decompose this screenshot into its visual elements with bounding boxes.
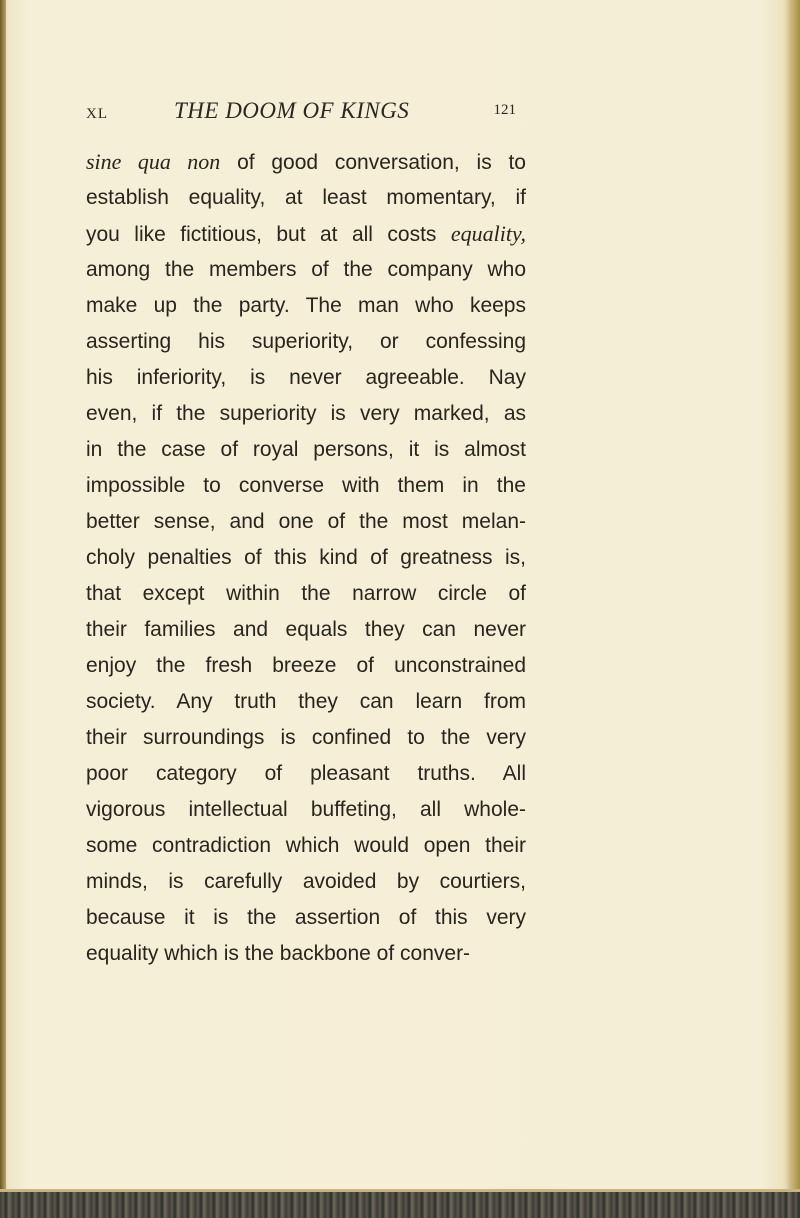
- body-text: [86, 144, 526, 972]
- text-line: [86, 936, 526, 972]
- text-line: [86, 720, 526, 756]
- page-fore-edge: [786, 0, 800, 1218]
- text-line: [86, 576, 526, 612]
- text-segment: establish equality, at least momentary, if: [86, 186, 526, 209]
- text-line: [86, 324, 526, 360]
- text-line: [86, 756, 526, 792]
- text-segment: among the members of the company who: [86, 258, 526, 281]
- text-line: [86, 792, 526, 828]
- text-line: [86, 684, 526, 720]
- book-binding-edge: [0, 1189, 800, 1218]
- page-gutter-edge: [0, 0, 6, 1218]
- text-line: [86, 252, 526, 288]
- text-segment: asserting his superiority, or confessing: [86, 330, 526, 353]
- text-segment: society. Any truth they can learn from: [86, 690, 526, 713]
- text-segment: make up the party. The man who keeps: [86, 294, 526, 317]
- text-segment: because it is the assertion of this very: [86, 906, 526, 929]
- text-line: [86, 468, 526, 504]
- text-segment: poor category of pleasant truths. All: [86, 762, 526, 785]
- text-segment: that except within the narrow circle of: [86, 582, 526, 605]
- text-line: [86, 396, 526, 432]
- text-segment: even, if the superiority is very marked, as: [86, 402, 526, 425]
- text-line: [86, 648, 526, 684]
- text-segment: their surroundings is confined to the very: [86, 726, 526, 749]
- text-segment: minds, is carefully avoided by courtiers,: [86, 870, 526, 893]
- text-segment: his inferiority, is never agreeable. Nay: [86, 366, 526, 389]
- text-segment: choly penalties of this kind of greatness is,: [86, 546, 526, 569]
- text-segment: in the case of royal persons, it is almost: [86, 438, 526, 461]
- text-line: [86, 144, 526, 180]
- italic-text-segment: sine qua non: [86, 149, 221, 174]
- text-line: [86, 288, 526, 324]
- text-line: [86, 504, 526, 540]
- running-head: [86, 98, 516, 128]
- text-line: [86, 900, 526, 936]
- running-head-title: THE DOOM OF KINGS: [174, 98, 410, 123]
- text-line: [86, 360, 526, 396]
- text-segment: some contradiction which would open their: [86, 834, 526, 857]
- text-line: [86, 864, 526, 900]
- text-line: [86, 540, 526, 576]
- text-line: [86, 612, 526, 648]
- page-number: 121: [493, 102, 516, 118]
- chapter-number: XL: [86, 106, 108, 122]
- text-segment: enjoy the fresh breeze of unconstrained: [86, 654, 526, 677]
- text-segment: of good conversation, is to: [220, 151, 526, 174]
- text-segment: better sense, and one of the most melan-: [86, 510, 526, 533]
- text-segment: you like fictitious, but at all costs: [86, 223, 451, 246]
- text-segment: impossible to converse with them in the: [86, 474, 526, 497]
- text-line: [86, 828, 526, 864]
- text-segment: equality which is the backbone of conver-: [86, 942, 471, 965]
- italic-text-segment: equality,: [450, 221, 526, 246]
- text-segment: their families and equals they can never: [86, 618, 526, 641]
- text-line: [86, 180, 526, 216]
- text-line: [86, 432, 526, 468]
- text-segment: vigorous intellectual buffeting, all whole-: [86, 798, 526, 821]
- text-line: [86, 216, 526, 252]
